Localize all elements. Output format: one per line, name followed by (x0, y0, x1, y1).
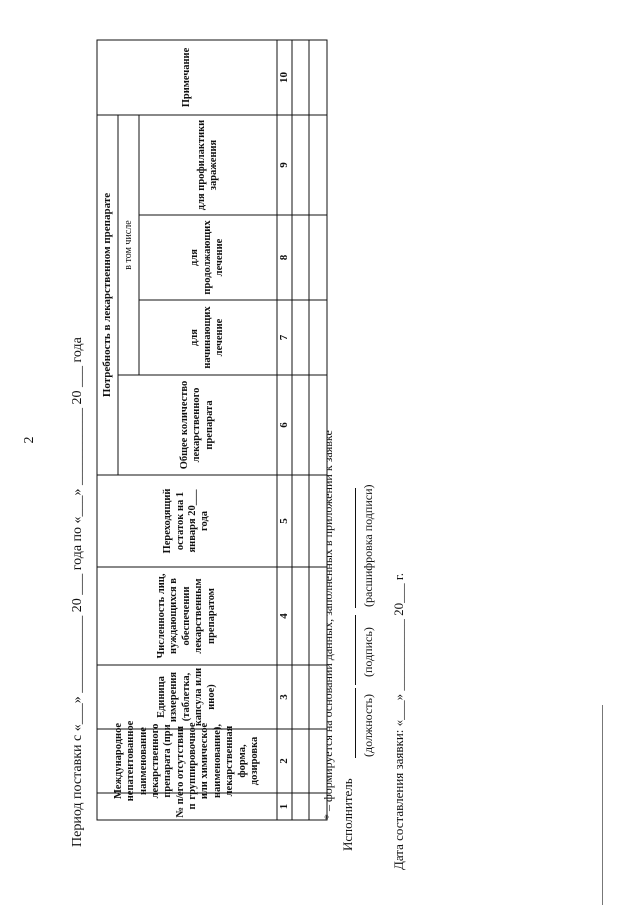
column-number-6: 6 (278, 422, 291, 428)
caption-position: (должность) (361, 694, 375, 757)
page-number: 2 (22, 436, 37, 444)
header-total-quantity: Общее количество лекарственного препарата (178, 380, 215, 470)
executor-label: Исполнитель (340, 778, 355, 851)
header-starting-treatment: для начинающих лечение (189, 306, 226, 369)
caption-signature: (подпись) (361, 627, 375, 677)
header-patient-count: Численность лиц, нуждающихся в обеспечении лекарственным препаратом (156, 573, 217, 659)
header-drug-name: Международное непатентованное наименование лекарственного препарата (при его отсутствии группировочное или химическое наименование), лекарственная форма, дозировка (112, 720, 260, 802)
column-number-1: 1 (278, 803, 291, 810)
header-note: Примечание (180, 47, 192, 108)
table-row (292, 40, 309, 820)
column-number-4: 4 (278, 613, 291, 619)
caption-decoding: (расшифровка подписи) (361, 484, 375, 607)
column-number-7: 7 (278, 334, 291, 341)
column-number-10: 10 (278, 72, 291, 83)
column-number-3: 3 (278, 694, 291, 700)
header-including: в том числе (122, 220, 134, 270)
column-number-2: 2 (278, 758, 291, 764)
column-number-9: 9 (278, 162, 291, 168)
column-number-5: 5 (278, 518, 291, 524)
header-number: № п/п (174, 795, 198, 818)
signature-line (355, 615, 356, 685)
request-date-line: Дата составления заявки: «___» ___________ 20___ г. (391, 572, 406, 870)
header-unit: Единица измерения (таблетка, капсула или иное) (156, 667, 217, 727)
header-infection-prevention: для профилактики заражения (195, 119, 219, 211)
column-number-8: 8 (278, 254, 291, 261)
header-continuing-treatment: для продолжающих лечение (189, 220, 226, 295)
page-edge-mark (602, 705, 603, 905)
header-drug-need-group: Потребность в лекарственном препарате (101, 192, 114, 398)
position-signature-line (355, 688, 356, 758)
footnote: * – формируется на основании данных, заполненных в приложении к заявке (321, 430, 335, 820)
header-carryover-remainder: Переходящий остаток на 1 января 20___ года (162, 488, 211, 554)
decoding-signature-line (355, 488, 356, 608)
delivery-period-line: Период поставки с «___» ___________ 20 ___ года по «___» ___________ 20 ___ года (70, 337, 85, 847)
